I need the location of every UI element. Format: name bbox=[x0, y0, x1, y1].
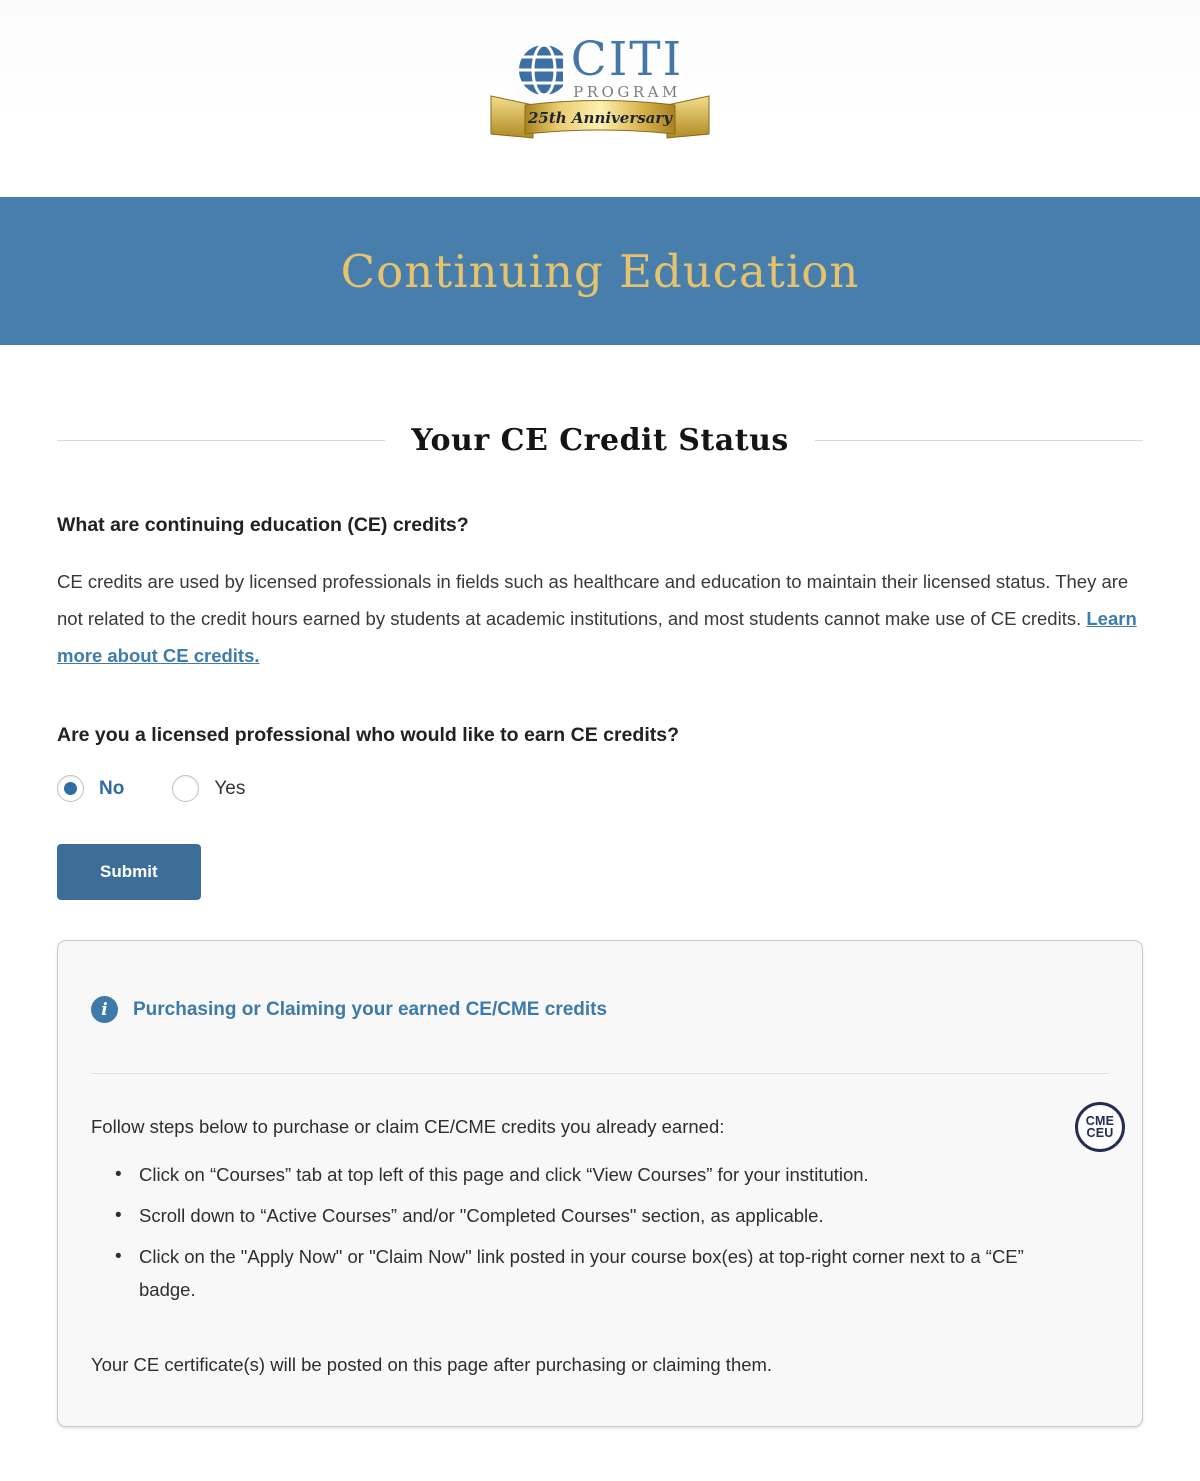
list-item: • Scroll down to “Active Courses” and/or "Completed Courses" section, as applicable. bbox=[91, 1199, 1039, 1232]
section-title: Your CE Credit Status bbox=[411, 423, 789, 458]
globe-icon bbox=[517, 43, 571, 97]
radio-button-yes[interactable] bbox=[172, 775, 199, 802]
badge-line-cme: CME bbox=[1085, 1113, 1115, 1128]
heading-rule-right bbox=[815, 440, 1143, 441]
radio-option-yes[interactable] bbox=[172, 775, 245, 802]
list-item: • Click on the "Apply Now" or "Claim Now" link posted in your course box(es) at top-right corner next to a “CE” badge. bbox=[91, 1240, 1039, 1306]
page-header bbox=[0, 0, 1200, 197]
steps-list bbox=[91, 1158, 1039, 1306]
intro-paragraph bbox=[57, 563, 1143, 674]
anniversary-text: 25th Anniversary bbox=[527, 109, 673, 127]
section-heading bbox=[57, 423, 1143, 458]
info-icon: i bbox=[91, 996, 118, 1023]
info-panel-header bbox=[91, 996, 1109, 1023]
heading-rule-left bbox=[57, 440, 385, 441]
citi-logo[interactable] bbox=[487, 32, 713, 145]
radio-option-no[interactable] bbox=[57, 775, 124, 802]
anniversary-ribbon bbox=[487, 92, 713, 145]
question-heading: Are you a licensed professional who would like to earn CE credits? bbox=[57, 724, 679, 746]
panel-divider bbox=[91, 1073, 1109, 1074]
intro-body: CE credits are used by licensed professionals in fields such as healthcare and education to maintain their licensed status. They are not related to the credit hours earned by students at academic institutions, and most students cannot make use of CE credits. bbox=[57, 571, 1129, 629]
info-panel-content bbox=[91, 1112, 1115, 1380]
logo-subtitle: PROGRAM bbox=[573, 83, 681, 101]
info-panel-title: Purchasing or Claiming your earned CE/CME credits bbox=[133, 998, 608, 1020]
main-content bbox=[0, 423, 1200, 1427]
page-title: Continuing Education bbox=[340, 244, 860, 298]
intro-heading: What are continuing education (CE) credits? bbox=[57, 514, 469, 536]
list-item: • Click on “Courses” tab at top left of this page and click “View Courses” for your institution. bbox=[91, 1158, 1039, 1191]
radio-label-yes: Yes bbox=[214, 777, 246, 799]
logo-brand: CITI bbox=[570, 32, 684, 87]
panel-footer-note: Your CE certificate(s) will be posted on this page after purchasing or claiming them. bbox=[91, 1354, 773, 1375]
badge-line-ceu: CEU bbox=[1086, 1126, 1114, 1140]
page-banner bbox=[0, 197, 1200, 345]
cme-ceu-badge bbox=[1075, 1102, 1125, 1152]
steps-intro: Follow steps below to purchase or claim CE/CME credits you already earned: bbox=[91, 1116, 725, 1137]
radio-label-no: No bbox=[99, 777, 125, 799]
radio-group bbox=[57, 775, 1143, 802]
learn-more-link[interactable]: Learn more about CE credits. bbox=[57, 608, 1137, 666]
info-panel bbox=[57, 940, 1143, 1427]
radio-button-no[interactable] bbox=[57, 775, 84, 802]
submit-button[interactable]: Submit bbox=[57, 844, 201, 900]
